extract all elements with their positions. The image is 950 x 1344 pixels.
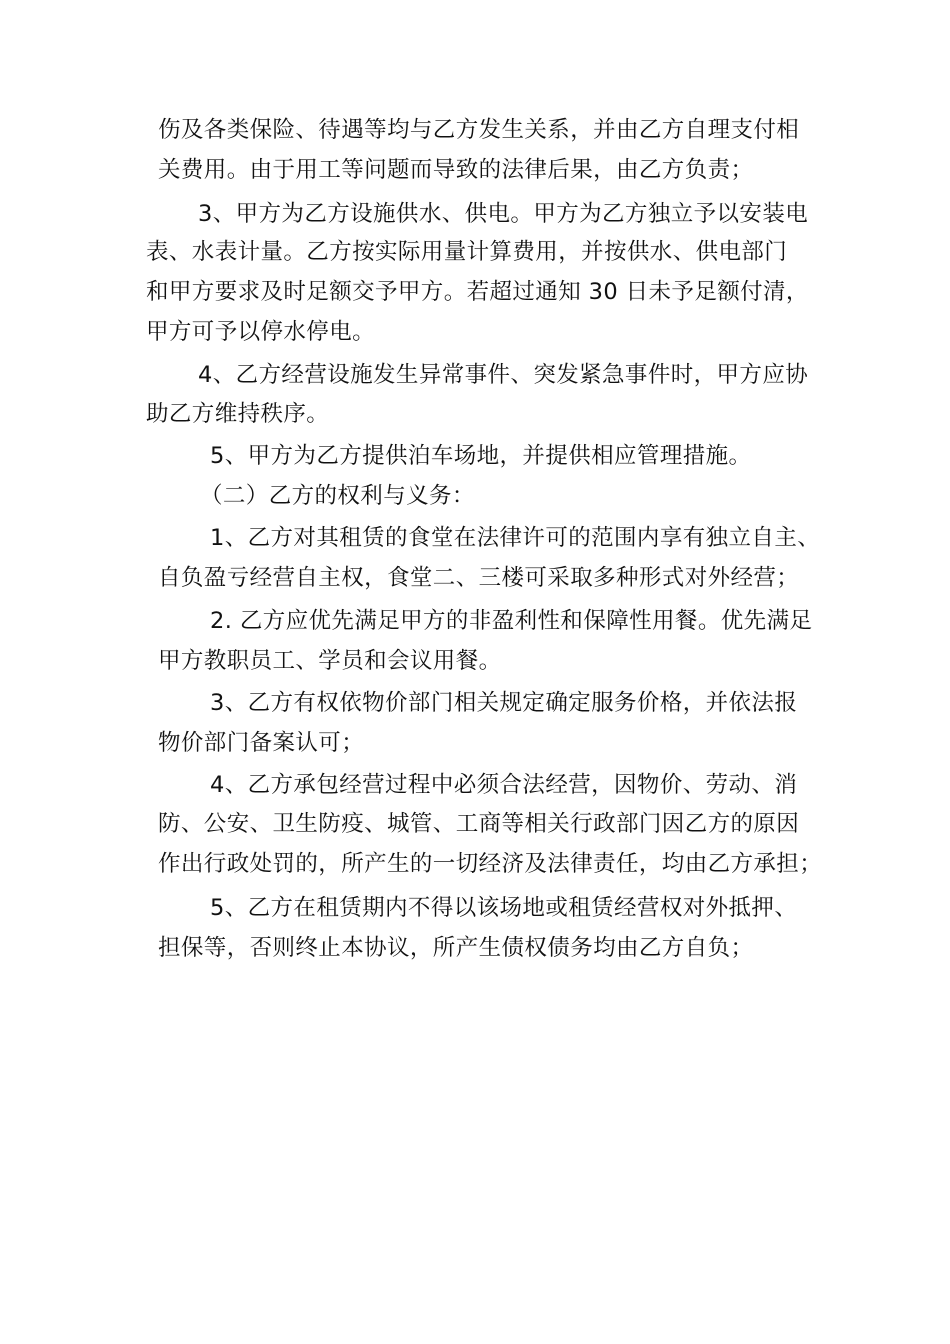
text-line: 5、乙方在租赁期内不得以该场地或租赁经营权对外抵押、 xyxy=(210,895,798,921)
text-line: 3、甲方为乙方设施供水、供电。甲方为乙方独立予以安装电 xyxy=(198,201,809,227)
text-line: 5、甲方为乙方提供泊车场地，并提供相应管理措施。 xyxy=(210,443,752,469)
text-line: 4、乙方经营设施发生异常事件、突发紧急事件时，甲方应协 xyxy=(198,362,809,388)
text-line: 4、乙方承包经营过程中必须合法经营，因物价、劳动、消 xyxy=(210,772,798,798)
text-line: 作出行政处罚的，所产生的一切经济及法律责任，均由乙方承担； xyxy=(158,851,823,877)
text-line: 甲方教职员工、学员和会议用餐。 xyxy=(158,648,502,674)
text-line: 伤及各类保险、待遇等均与乙方发生关系，并由乙方自理支付相 xyxy=(158,117,800,143)
text-line: 防、公安、卫生防疫、城管、工商等相关行政部门因乙方的原因 xyxy=(158,811,800,837)
text-line: 3、乙方有权依物价部门相关规定确定服务价格，并依法报 xyxy=(210,690,798,716)
text-line: 和甲方要求及时足额交予甲方。若超过通知 30 日未予足额付清， xyxy=(146,279,809,305)
text-line: 担保等，否则终止本协议，所产生债权债务均由乙方自负； xyxy=(158,935,754,961)
text-line: 物价部门备案认可； xyxy=(158,730,365,756)
text-line: 自负盈亏经营自主权，食堂二、三楼可采取多种形式对外经营； xyxy=(158,565,800,591)
text-line: 关费用。由于用工等问题而导致的法律后果，由乙方负责； xyxy=(158,157,754,183)
text-line: 助乙方维持秩序。 xyxy=(146,401,330,427)
text-line: 1、乙方对其租赁的食堂在法律许可的范围内享有独立自主、 xyxy=(210,525,821,551)
text-line: 甲方可予以停水停电。 xyxy=(146,319,376,345)
text-line: 表、水表计量。乙方按实际用量计算费用，并按供水、供电部门 xyxy=(146,239,788,265)
section-heading: （二）乙方的权利与义务： xyxy=(200,483,475,509)
text-line: 2. 乙方应优先满足甲方的非盈利性和保障性用餐。优先满足 xyxy=(210,608,813,634)
